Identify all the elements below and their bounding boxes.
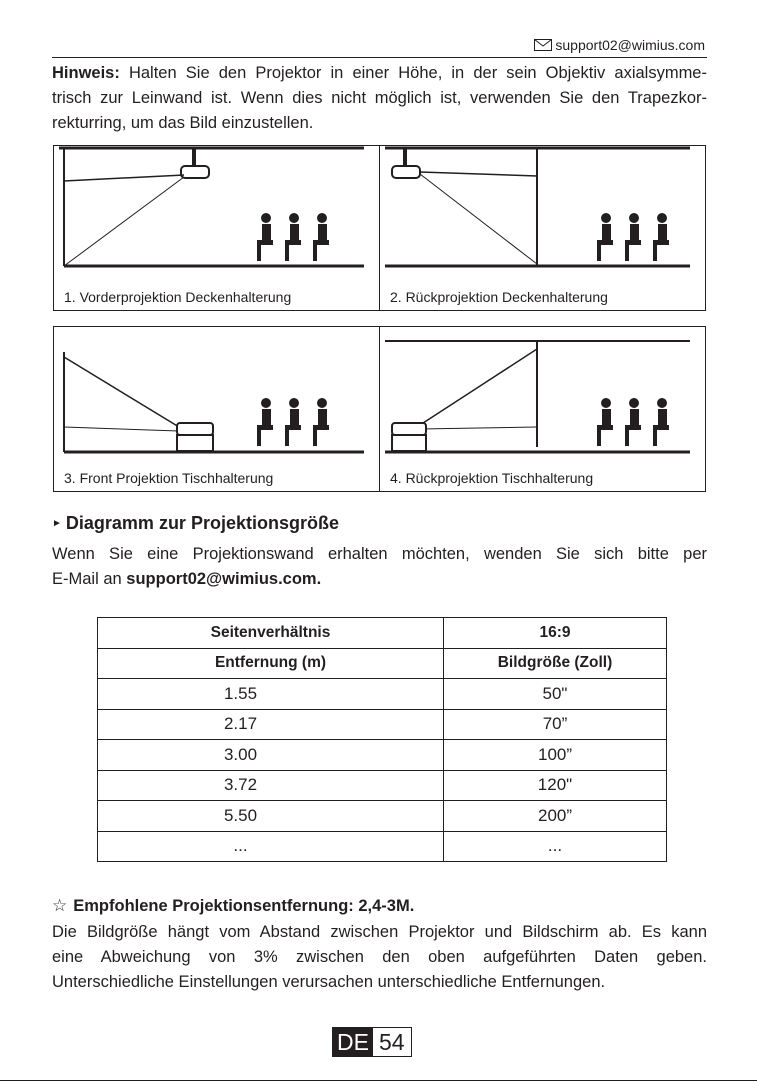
contact-email: support02@wimius.com. [126, 570, 322, 588]
diagram-front-table [54, 327, 378, 491]
table-header-cell: Entfernung (m) [98, 648, 444, 679]
page-number-badge [332, 1027, 412, 1057]
size-cell: 100” [444, 740, 667, 771]
size-cell: 200” [444, 801, 667, 832]
envelope-icon [534, 39, 552, 51]
distance-cell: ... [98, 831, 444, 862]
contact-line-2: E-Mail an support02@wimius.com. [52, 570, 322, 588]
note-line-1: Hinweis: Halten Sie den Projektor in einer Höhe, in der sein Objektiv axialsymme- [52, 64, 707, 82]
projection-size-table [97, 617, 667, 862]
table-header-cell: 16:9 [444, 618, 667, 649]
diagram-rear-ceiling [380, 146, 705, 310]
caption-1: 1. Vorderprojektion Deckenhalterung [64, 289, 292, 305]
header-email-text: support02@wimius.com [555, 37, 705, 53]
table-row [98, 831, 667, 862]
language-code: DE [333, 1028, 373, 1056]
size-cell: 50" [444, 679, 667, 710]
table-row [98, 801, 667, 832]
page-number: 54 [378, 1029, 405, 1055]
contact-line-1: Wenn Sie eine Projektionswand erhalten möchten, wenden Sie sich bitte per [52, 545, 707, 563]
size-cell: ... [444, 831, 667, 862]
triangle-bullet-icon: ► [52, 518, 62, 529]
recommendation-title: Empfohlene Projektionsentfernung: 2,4-3M. [73, 896, 415, 915]
table-header-row [98, 648, 667, 679]
distance-cell: 2.17 [98, 709, 444, 740]
recommendation-heading [52, 896, 414, 916]
diagram-rear-table [380, 327, 705, 491]
table-header-row [98, 618, 667, 649]
star-outline-icon: ☆ [52, 896, 68, 915]
figure-row-table [53, 326, 706, 492]
table-row [98, 679, 667, 710]
note-paragraph [52, 61, 707, 136]
recommendation-line-1: Die Bildgröße hängt vom Abstand zwischen Projektor und Bildschirm ab. Es kann [52, 923, 707, 941]
caption-4: 4. Rückprojektion Tischhalterung [390, 470, 594, 486]
size-cell: 70” [444, 709, 667, 740]
table-row [98, 770, 667, 801]
size-cell: 120" [444, 770, 667, 801]
figure-rear-table [379, 327, 705, 491]
recommendation-line-3: Unterschiedliche Einstellungen verursachen unterschiedliche Entfernungen. [52, 973, 606, 991]
caption-3: 3. Front Projektion Tischhalterung [64, 470, 274, 486]
contact-paragraph [52, 542, 707, 592]
table-row [98, 709, 667, 740]
distance-cell: 5.50 [98, 801, 444, 832]
table-header-cell: Seitenverhältnis [98, 618, 444, 649]
figure-row-ceiling [53, 145, 706, 311]
table-header-cell: Bildgröße (Zoll) [444, 648, 667, 679]
table-row [98, 740, 667, 771]
distance-cell: 3.72 [98, 770, 444, 801]
section-title [52, 513, 339, 534]
diagram-front-ceiling [54, 146, 378, 310]
note-line-2: trisch zur Leinwand ist. Wenn dies nicht möglich ist, verwenden Sie den Trapezkor- [52, 89, 707, 107]
bottom-divider [0, 1080, 757, 1081]
header-divider [52, 57, 707, 58]
section-title-text: Diagramm zur Projektionsgröße [65, 513, 339, 533]
figure-front-ceiling [54, 146, 379, 310]
caption-2: 2. Rückprojektion Deckenhalterung [390, 289, 608, 305]
note-label: Hinweis: [52, 64, 120, 82]
recommendation-paragraph [52, 920, 707, 995]
note-line-3: rekturring, um das Bild einzustellen. [52, 114, 314, 132]
figure-front-table [54, 327, 379, 491]
header-email [534, 37, 705, 53]
distance-cell: 3.00 [98, 740, 444, 771]
figure-rear-ceiling [379, 146, 705, 310]
recommendation-line-2: eine Abweichung von 3% zwischen den oben aufgeführten Daten geben. [52, 948, 707, 966]
distance-cell: 1.55 [98, 679, 444, 710]
